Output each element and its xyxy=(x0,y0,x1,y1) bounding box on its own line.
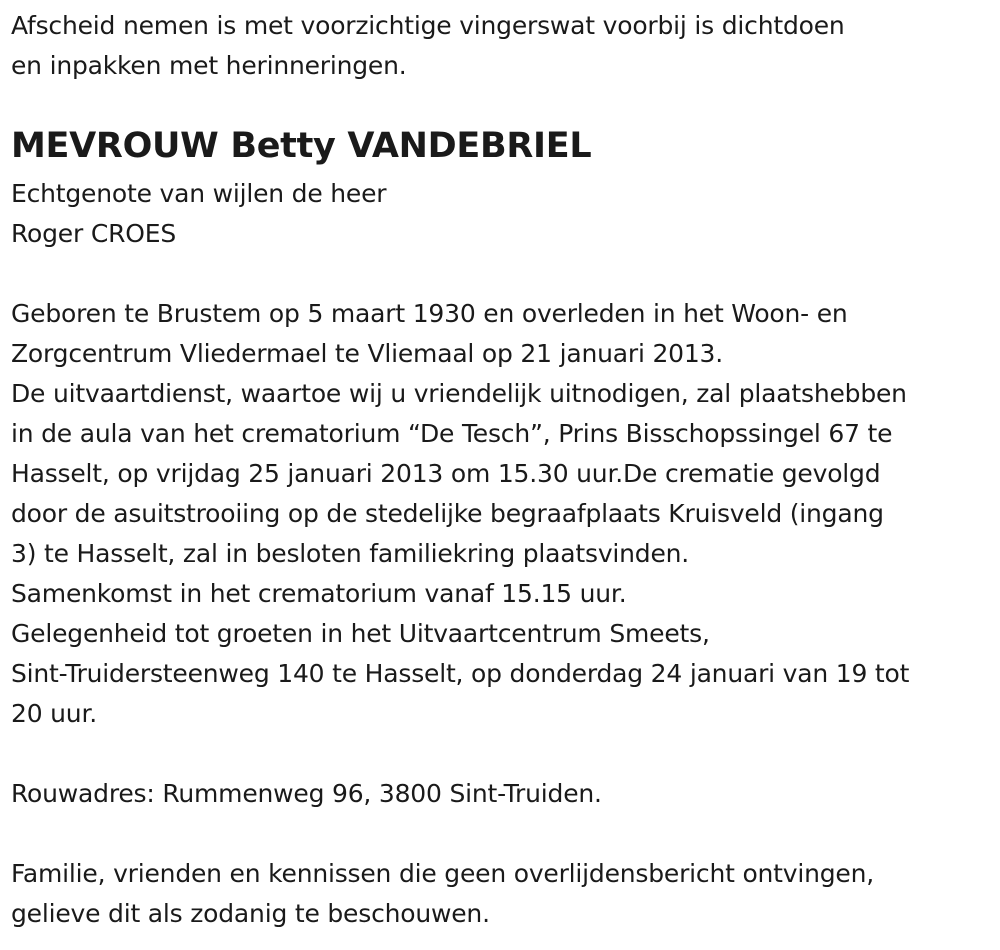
address-line: Rouwadres: Rummenweg 96, 3800 Sint-Truiden. xyxy=(11,779,602,808)
closing-line: Familie, vrienden en kennissen die geen overlijdensbericht ontvingen, xyxy=(11,859,875,888)
intro-line: Afscheid nemen is met voorzichtige vingerswat voorbij is dichtdoen xyxy=(11,11,845,40)
intro-verse xyxy=(11,6,845,86)
detail-line: Zorgcentrum Vliedermael te Vliemaal op 21 januari 2013. xyxy=(11,339,724,368)
closing-note xyxy=(11,854,874,934)
detail-line: Sint-Truidersteenweg 140 te Hasselt, op donderdag 24 januari van 19 tot xyxy=(11,659,910,688)
detail-line: Samenkomst in het crematorium vanaf 15.15 uur. xyxy=(11,579,627,608)
closing-line: gelieve dit als zodanig te beschouwen. xyxy=(11,899,490,928)
mourning-address xyxy=(11,774,602,814)
spouse-line: Echtgenote van wijlen de heer xyxy=(11,179,387,208)
detail-line: in de aula van het crematorium “De Tesch”, Prins Bisschopssingel 67 te xyxy=(11,419,893,448)
detail-line: Geboren te Brustem op 5 maart 1930 en overleden in het Woon- en xyxy=(11,299,848,328)
spouse-line: Roger CROES xyxy=(11,219,176,248)
detail-line: 20 uur. xyxy=(11,699,97,728)
detail-line: De uitvaartdienst, waartoe wij u vriendelijk uitnodigen, zal plaatshebben xyxy=(11,379,907,408)
detail-line: door de asuitstrooiing op de stedelijke begraafplaats Kruisveld (ingang xyxy=(11,499,884,528)
detail-line: 3) te Hasselt, zal in besloten familiekring plaatsvinden. xyxy=(11,539,690,568)
detail-line: Hasselt, op vrijdag 25 januari 2013 om 15.30 uur.De crematie gevolgd xyxy=(11,459,881,488)
spouse-info xyxy=(11,174,386,254)
intro-line: en inpakken met herinneringen. xyxy=(11,51,407,80)
detail-line: Gelegenheid tot groeten in het Uitvaartcentrum Smeets, xyxy=(11,619,710,648)
deceased-name: MEVROUW Betty VANDEBRIEL xyxy=(11,126,592,166)
funeral-details xyxy=(11,294,909,734)
